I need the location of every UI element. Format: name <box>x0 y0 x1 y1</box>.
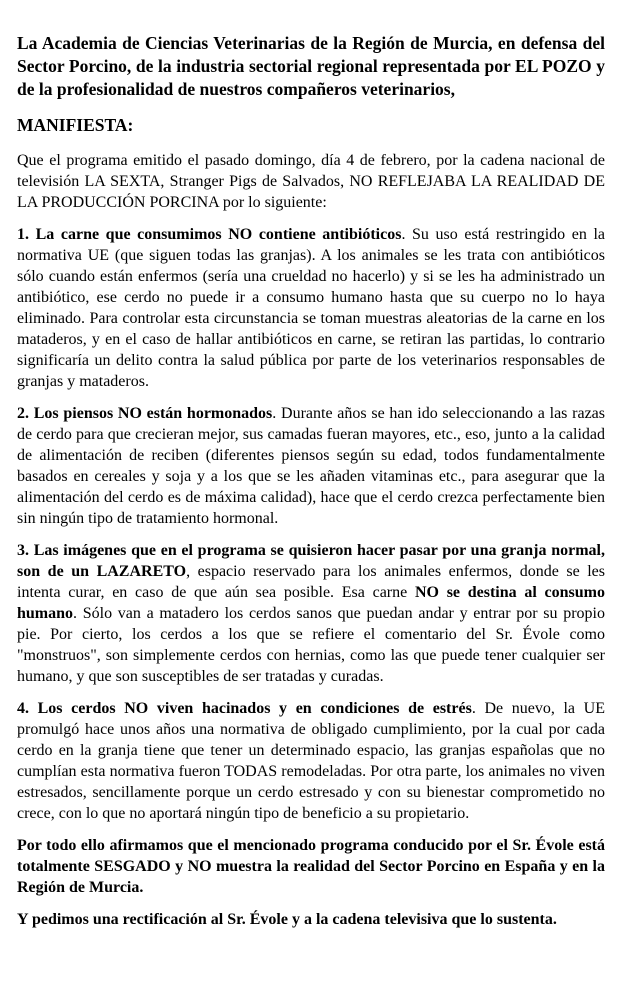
manifiesta-heading: MANIFIESTA: <box>17 115 134 135</box>
document-header: La Academia de Ciencias Veterinarias de la Región de Murcia, en defensa del Sector Porcino, de la industria sectorial regional representada por EL POZO y de la profesionalidad de nuestros compañeros veterinarios, <box>17 33 605 99</box>
closing-paragraph-2: Y pedimos una rectificación al Sr. Évole y a la cadena televisiva que lo sustenta. <box>17 911 557 928</box>
point-3-emphasis: NO se destina al consumo humano <box>17 584 605 622</box>
point-2-body: . Durante años se han ido seleccionando a las razas de cerdo para que crecieran mejor, sus camadas fueran mayores, etc., eso, junto a la calidad de alimentación de reciben (diferentes piensos según su edad, todos fundamentalmente basados en cereales y soja y a los que se les añaden vitaminas etc., para asegurar que la alimentación del cerdo es de máxima calidad), hace que el cerdo crezca perfectamente bien sin ningún tipo de tratamiento hormonal. <box>17 405 605 527</box>
point-paragraph-4 <box>17 698 605 824</box>
point-3-lead: 3. Las imágenes que en el programa se quisieron hacer pasar por una granja normal, son de un LAZARETO <box>17 542 605 580</box>
point-3-body-b: . Sólo van a matadero los cerdos sanos que puedan andar y entrar por su propio pie. Por cierto, los cerdos a los que se refiere el comentario del Sr. Évole como "monstruos", son simplemente cerdos con hernias, como las que puede tener cualquier ser humano, y que son susceptibles de ser tratadas y curadas. <box>17 605 605 685</box>
point-4-body: . De nuevo, la UE promulgó hace unos años una normativa de obligado cumplimiento, por la cual por cada cerdo en la granja tiene que tener un determinado espacio, las granjas españolas que no cumplían esta normativa fueron TODAS remodeladas. Por otra parte, los animales no viven estresados, sencillamente porque un cerdo estresado y con su bienestar comprometido no crece, con lo que no aportará ningún tipo de beneficio a su propietario. <box>17 700 605 822</box>
closing-paragraph-1: Por todo ello afirmamos que el mencionado programa conducido por el Sr. Évole está totalmente SESGADO y NO muestra la realidad del Sector Porcino en España y en la Región de Murcia. <box>17 837 605 896</box>
point-paragraph-3 <box>17 540 605 687</box>
point-paragraph-1 <box>17 224 605 392</box>
intro-paragraph: Que el programa emitido el pasado domingo, día 4 de febrero, por la cadena nacional de televisión LA SEXTA, Stranger Pigs de Salvados, NO REFLEJABA LA REALIDAD DE LA PRODUCCIÓN PORCINA por lo siguiente: <box>17 152 605 211</box>
point-1-body: . Su uso está restringido en la normativa UE (que siguen todas las granjas). A los animales se les trata con antibióticos sólo cuando están enfermos (sería una crueldad no hacerlo) y si se les ha administrado un antibiótico, ese cerdo no puede ir a consumo humano hasta que su cuerpo no lo haya eliminado. Para controlar esta circunstancia se toman muestras aleatorias de la carne en los mataderos, y en el caso de hallar antibióticos en carne, se retiran las partidas, lo contrario significaría un delito contra la salud pública por parte de los veterinarios responsables de granjas y mataderos. <box>17 226 606 390</box>
point-2-lead: 2. Los piensos NO están hormonados <box>17 405 273 422</box>
point-3-body-a: , espacio reservado para los animales enfermos, donde se les intenta curar, en caso de que aún sea posible. Esa carne <box>17 563 605 601</box>
point-4-lead: 4. Los cerdos NO viven hacinados y en condiciones de estrés <box>17 700 472 717</box>
point-1-lead: 1. La carne que consumimos NO contiene antibióticos <box>17 226 402 243</box>
point-paragraph-2 <box>17 403 605 529</box>
